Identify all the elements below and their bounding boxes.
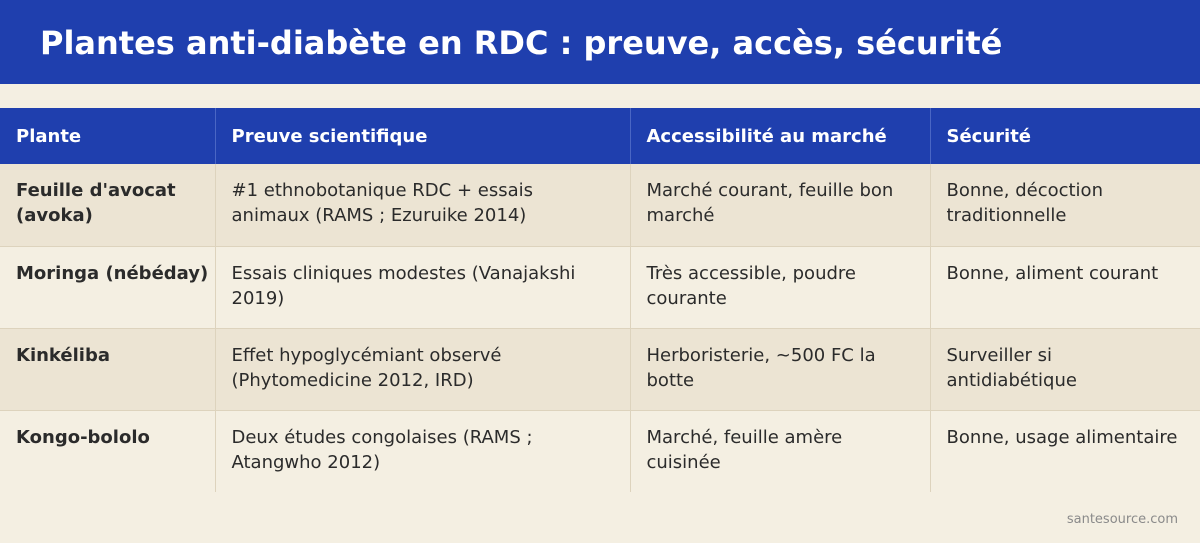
plant-name-cell: Moringa (nébéday) bbox=[0, 246, 215, 328]
table-row bbox=[0, 328, 1200, 410]
source-credit: santesource.com bbox=[1066, 512, 1178, 527]
title-bar bbox=[0, 0, 1200, 84]
page-title: Plantes anti-diabète en RDC : preuve, accès, sécurité bbox=[40, 24, 1003, 62]
evidence-cell: Effet hypoglycémiant observé (Phytomedicine 2012, IRD) bbox=[215, 328, 630, 410]
access-cell: Très accessible, poudre courante bbox=[630, 246, 930, 328]
plant-name-cell: Kongo-bololo bbox=[0, 410, 215, 492]
access-cell: Marché courant, feuille bon marché bbox=[630, 164, 930, 246]
plant-name-cell: Feuille d'avocat (avoka) bbox=[0, 164, 215, 246]
evidence-cell: Deux études congolaises (RAMS ; Atangwho 2012) bbox=[215, 410, 630, 492]
safety-cell: Bonne, usage alimentaire bbox=[930, 410, 1200, 492]
table-row bbox=[0, 410, 1200, 492]
table-row bbox=[0, 246, 1200, 328]
safety-cell: Surveiller si antidiabétique bbox=[930, 328, 1200, 410]
evidence-cell: Essais cliniques modestes (Vanajakshi 2019) bbox=[215, 246, 630, 328]
safety-cell: Bonne, aliment courant bbox=[930, 246, 1200, 328]
plant-name-cell: Kinkéliba bbox=[0, 328, 215, 410]
table-header-row bbox=[0, 108, 1200, 164]
column-header-securite: Sécurité bbox=[930, 108, 1200, 164]
access-cell: Herboristerie, ~500 FC la botte bbox=[630, 328, 930, 410]
evidence-cell: #1 ethnobotanique RDC + essais animaux (RAMS ; Ezuruike 2014) bbox=[215, 164, 630, 246]
column-header-plante: Plante bbox=[0, 108, 215, 164]
comparison-table bbox=[0, 108, 1200, 492]
column-header-accessibilite: Accessibilité au marché bbox=[630, 108, 930, 164]
safety-cell: Bonne, décoction traditionnelle bbox=[930, 164, 1200, 246]
access-cell: Marché, feuille amère cuisinée bbox=[630, 410, 930, 492]
column-header-preuve: Preuve scientifique bbox=[215, 108, 630, 164]
table-row bbox=[0, 164, 1200, 246]
